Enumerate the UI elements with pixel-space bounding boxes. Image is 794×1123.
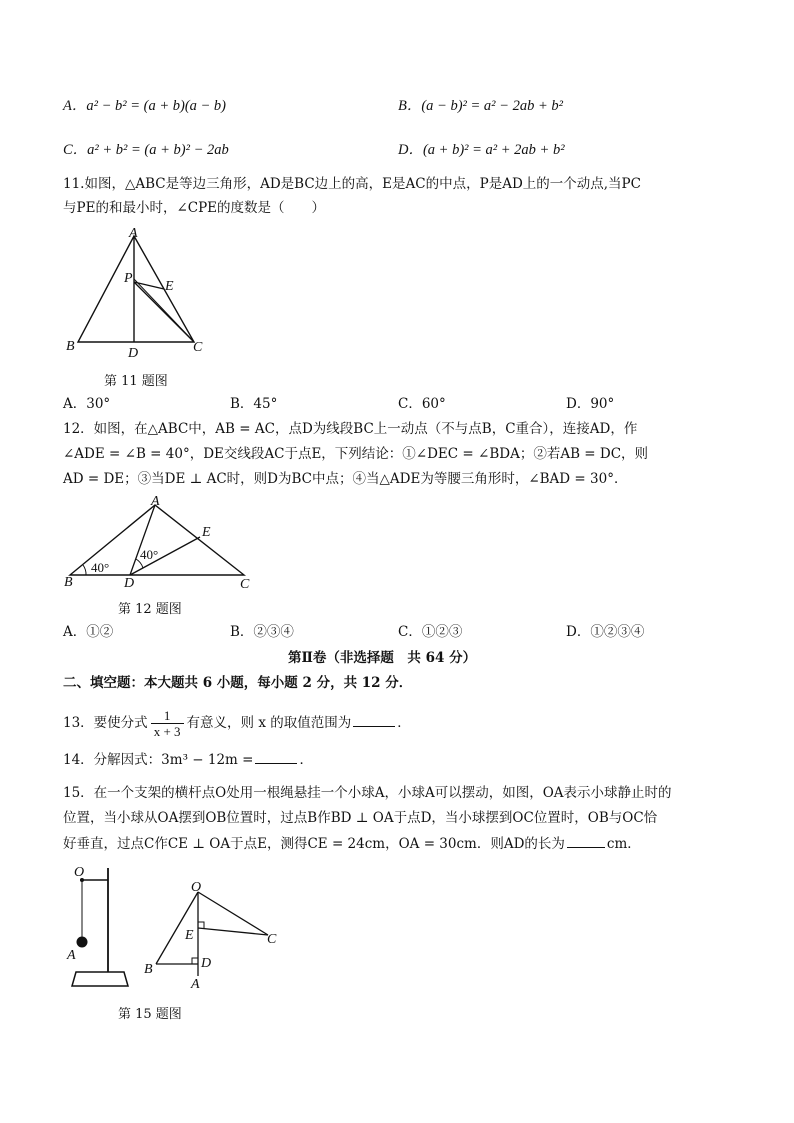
q15-label-a: A: [191, 977, 200, 991]
q12-option-c: C．①②③: [398, 624, 463, 640]
q11-stem-line1: 11.如图，△ABC是等边三角形，AD是BC边上的高，E是AC的中点，P是AD上的一个动点,当PC: [63, 176, 641, 192]
q13-stem: [63, 705, 411, 741]
q13-prefix: 13．要使分式: [63, 715, 148, 731]
right-angle-e: [198, 922, 204, 928]
q13-answer-blank[interactable]: [353, 713, 395, 727]
q15-answer-blank[interactable]: [567, 834, 605, 848]
q14-end: ．: [299, 752, 313, 768]
q15-stand-figure: [62, 860, 142, 990]
q11-label-e: E: [165, 279, 174, 294]
q11-label-p: P: [124, 271, 133, 286]
q12-figure-caption: 第 12 题图: [118, 602, 182, 617]
q15-stand-label-o: O: [74, 865, 85, 880]
q10-option-d: D．(a + b)² = a² + 2ab + b²: [398, 142, 565, 158]
q15-label-b: B: [144, 962, 153, 977]
q10-option-b: B．(a − b)² = a² − 2ab + b²: [398, 98, 563, 114]
q10-option-a: A．a² − b² = (a + b)(a − b): [63, 98, 227, 114]
q14-answer-blank[interactable]: [255, 750, 297, 764]
q12-label-a: A: [151, 495, 160, 509]
q11-label-b: B: [66, 339, 75, 354]
q15-label-e: E: [185, 928, 194, 943]
triangle-abc: [78, 236, 194, 342]
q15-geometry-figure: [140, 876, 290, 991]
q13-suffix: 有意义，则 x 的取值范围为: [186, 715, 352, 731]
q11-option-a: A．30°: [63, 396, 111, 412]
q10-option-c: C．a² + b² = (a + b)² − 2ab: [63, 142, 229, 158]
q15-stem-line1: 15．在一个支架的横杆点O处用一根绳悬挂一个小球A，小球A可以摆动，如图，OA表示小球静止时的: [63, 785, 672, 801]
stand-base: [72, 972, 128, 986]
q11-label-d: D: [128, 346, 139, 361]
q12-label-e: E: [202, 525, 211, 540]
q13-end: ．: [397, 715, 411, 731]
right-angle-d: [192, 958, 198, 964]
q11-stem-line2: 与PE的和最小时，∠CPE的度数是（ ）: [63, 200, 326, 216]
q11-option-d: D．90°: [566, 396, 615, 412]
q13-denominator: x + 3: [153, 724, 181, 739]
q12-option-d: D．①②③④: [566, 624, 645, 640]
q11-option-c: C．60°: [398, 396, 446, 412]
section-title: 第Ⅱ卷（非选择题 共 64 分）: [288, 650, 477, 666]
q12-stem-line2: ∠ADE = ∠B = 40°，DE交线段AC于点E，下列结论：①∠DEC = ∠BDA；②若AB = DC，则: [63, 446, 649, 462]
q15-line3-end: cm．: [606, 836, 641, 852]
q15-stem-line2: 位置，当小球从OA摆到OB位置时，过点B作BD ⊥ OA于点D，当小球摆到OC位置时，OB与OC恰: [63, 810, 658, 826]
q15-stand-label-a: A: [67, 948, 76, 963]
q12-stem-line3: AD = DE；③当DE ⊥ AC时，则D为BC中点；④当△ADE为等腰三角形时，∠BAD = 30°．: [63, 471, 628, 487]
q15-label-d: D: [201, 956, 212, 971]
q11-option-b: B．45°: [230, 396, 278, 412]
q12-label-d: D: [124, 576, 135, 591]
q12-label-b: B: [64, 575, 73, 590]
q12-figure: [60, 495, 260, 595]
q15-figure-caption: 第 15 题图: [118, 1007, 182, 1022]
q11-figure: [58, 222, 218, 362]
q12-option-a: A．①②: [63, 624, 114, 640]
q15-stem-line3: [63, 834, 641, 853]
q15-label-o: O: [191, 880, 202, 895]
q12-stem-line1: 12．如图，在△ABC中，AB = AC，点D为线段BC上一动点（不与点B，C重合），连接AD，作: [63, 421, 638, 437]
q12-option-b: B．②③④: [230, 624, 294, 640]
angle-d-value: 40°: [140, 547, 159, 562]
q12-label-c: C: [240, 577, 250, 592]
q14-stem: [63, 750, 313, 769]
section-heading: 二、填空题：本大题共 6 小题，每小题 2 分，共 12 分．: [63, 675, 413, 691]
ball: [77, 937, 88, 948]
q11-label-a: A: [129, 226, 138, 241]
angle-b-arc: [83, 565, 86, 575]
q15-line3-text: 好垂直，过点C作CE ⊥ OA于点E，测得CE = 24cm，OA = 30cm．则AD的长为: [63, 836, 565, 852]
q15-label-c: C: [267, 932, 277, 947]
angle-b-value: 40°: [91, 560, 110, 575]
q13-fraction: [151, 708, 184, 739]
q11-label-c: C: [193, 340, 203, 355]
q13-numerator: 1: [151, 708, 184, 724]
q14-prefix: 14．分解因式：3m³ − 12m =: [63, 752, 254, 768]
q11-figure-caption: 第 11 题图: [104, 374, 168, 389]
